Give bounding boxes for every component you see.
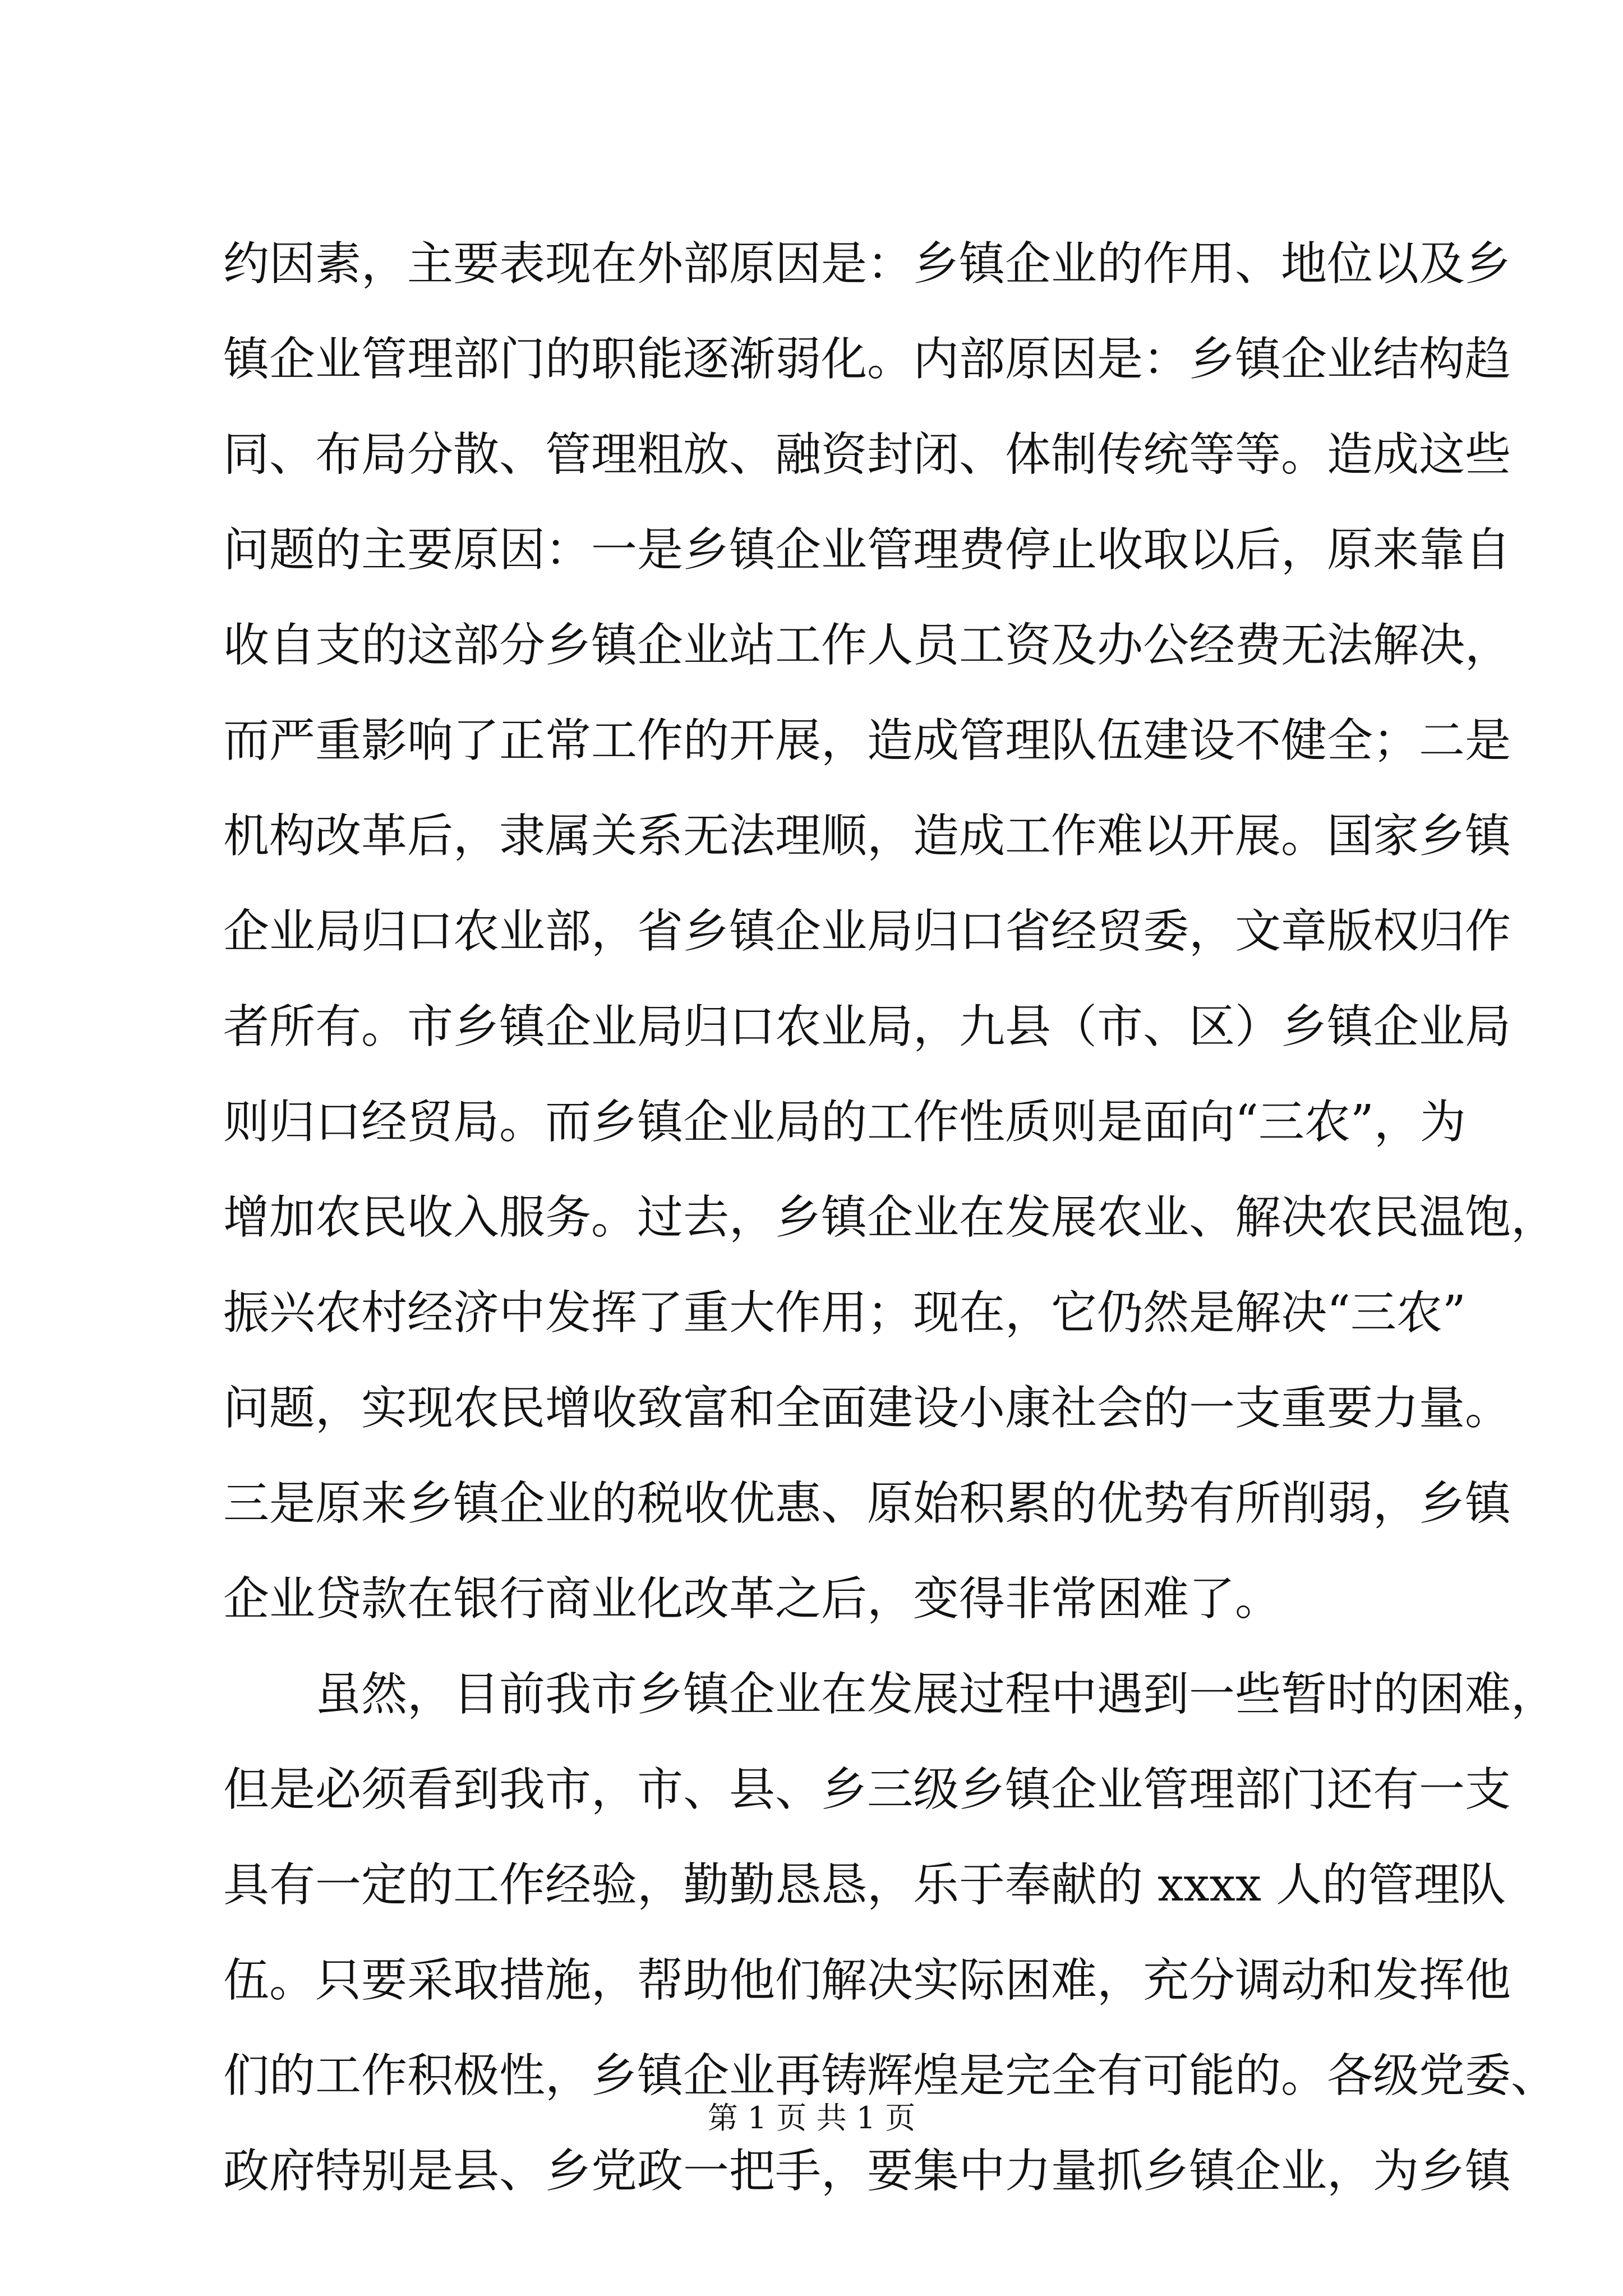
document-body [223, 217, 1557, 2219]
text-line: 虽然，目前我市乡镇企业在发展过程中遇到一些暂时的困难， [223, 1668, 1557, 1721]
text-line: 而严重影响了正常工作的开展，造成管理队伍建设不健全；二是 [223, 714, 1511, 767]
text-line: 振兴农村经济中发挥了重大作用；现在，它仍然是解决“三农” [223, 1286, 1466, 1340]
text-line: 收自支的这部分乡镇企业站工作人员工资及办公经费无法解决， [223, 619, 1511, 672]
text-line: 政府特别是县、乡党政一把手，要集中力量抓乡镇企业，为乡镇 [223, 2145, 1511, 2198]
text-line: 问题的主要原因：一是乡镇企业管理费停止收取以后，原来靠自 [223, 523, 1511, 577]
page-number-label: 第 1 页 共 1 页 [707, 2100, 916, 2136]
text-line: 企业局归口农业部，省乡镇企业局归口省经贸委，文章版权归作 [223, 905, 1511, 958]
text-line: 伍。只要采取措施，帮助他们解决实际困难，充分调动和发挥他 [223, 1954, 1511, 2007]
text-line: 企业贷款在银行商业化改革之后，变得非常困难了。 [223, 1572, 1281, 1626]
text-line: 镇企业管理部门的职能逐渐弱化。内部原因是：乡镇企业结构趋 [223, 333, 1511, 386]
text-line: 们的工作积极性，乡镇企业再铸辉煌是完全有可能的。各级党委、 [223, 2049, 1557, 2102]
text-line: 同、布局分散、管理粗放、融资封闭、体制传统等等。造成这些 [223, 428, 1511, 481]
text-line: 具有一定的工作经验，勤勤恳恳，乐于奉献的 xxxx 人的管理队 [223, 1858, 1506, 1912]
paragraph-1 [223, 217, 1557, 1647]
text-line: 增加农民收入服务。过去，乡镇企业在发展农业、解决农民温饱， [223, 1191, 1557, 1244]
text-line: 则归口经贸局。而乡镇企业局的工作性质则是面向“三农”，为 [223, 1096, 1466, 1149]
text-line: 但是必须看到我市，市、县、乡三级乡镇企业管理部门还有一支 [223, 1763, 1511, 1816]
text-line: 机构改革后，隶属关系无法理顺，造成工作难以开展。国家乡镇 [223, 809, 1511, 863]
text-line: 问题，实现农民增收致富和全面建设小康社会的一支重要力量。 [223, 1382, 1511, 1435]
page-footer [0, 2096, 1623, 2141]
text-line: 三是原来乡镇企业的税收优惠、原始积累的优势有所削弱，乡镇 [223, 1477, 1511, 1530]
text-line: 者所有。市乡镇企业局归口农业局，九县（市、区）乡镇企业局 [223, 1000, 1511, 1053]
text-line: 约因素，主要表现在外部原因是：乡镇企业的作用、地位以及乡 [223, 237, 1511, 291]
